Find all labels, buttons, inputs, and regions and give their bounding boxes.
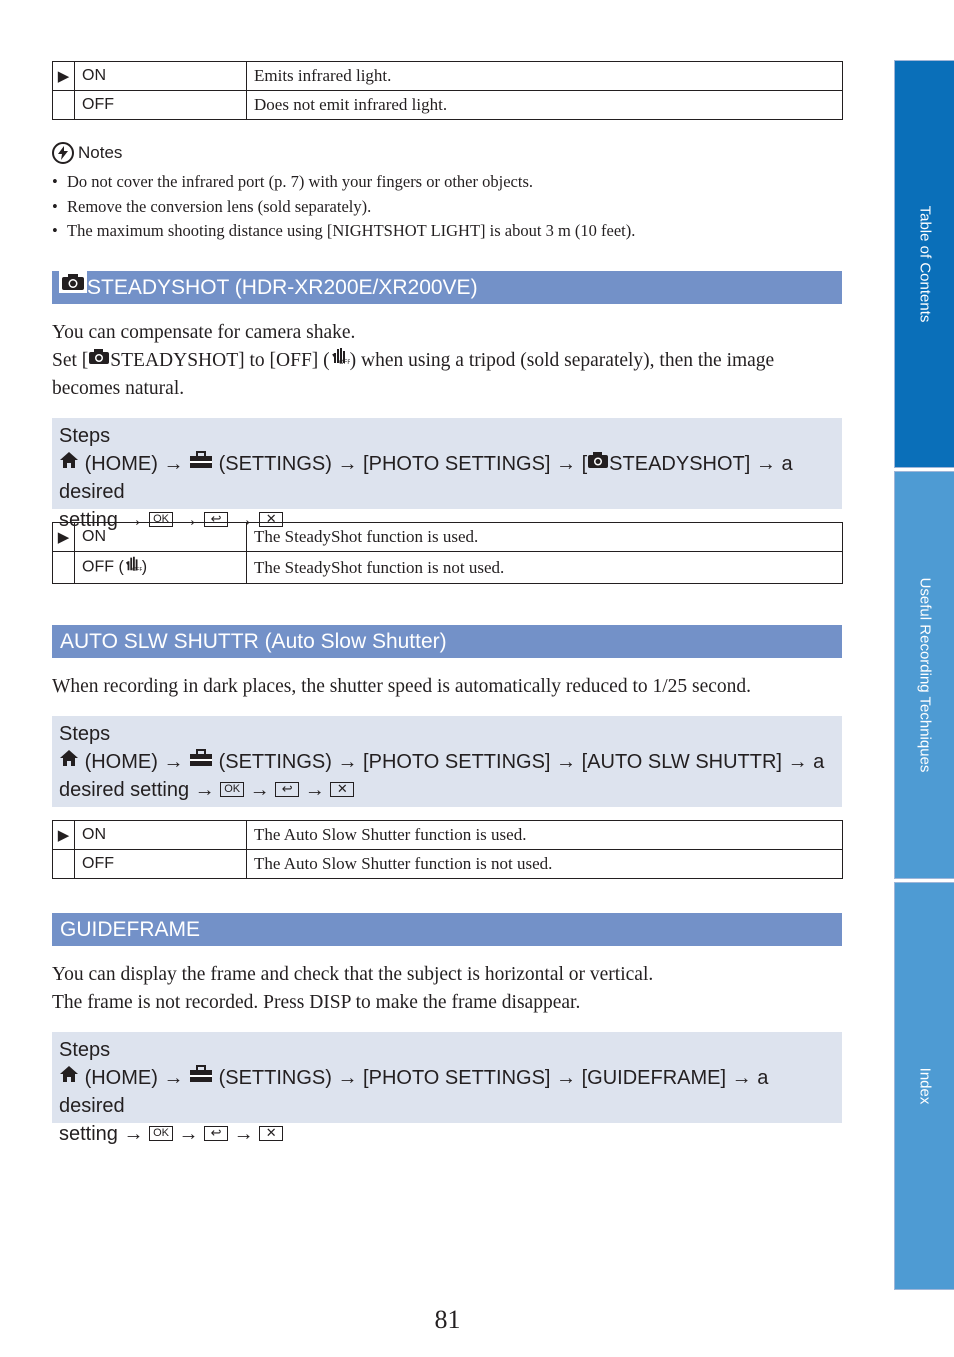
arrow-icon: →	[304, 779, 325, 801]
arrow-icon: →	[233, 1123, 254, 1145]
steps-path-cont	[59, 776, 835, 804]
arrow-icon: →	[556, 751, 577, 773]
step-text: [PHOTO SETTINGS]	[363, 1067, 551, 1089]
steps-path-cont	[59, 1120, 835, 1148]
arrow-icon: →	[556, 453, 577, 475]
list-item	[52, 219, 635, 244]
page-number: 81	[434, 1305, 461, 1334]
close-button-icon: ✕	[330, 782, 354, 797]
option-description: The SteadyShot function is not used.	[247, 552, 843, 584]
table-row	[53, 91, 843, 120]
paragraph: The frame is not recorded. Press DISP to make the frame disappear.	[52, 992, 581, 1013]
steadyshot-off-icon	[124, 554, 142, 577]
notes-heading	[52, 142, 122, 164]
option-description: Emits infrared light.	[247, 62, 843, 91]
step-text: (SETTINGS)	[218, 1067, 332, 1089]
option-name: ON	[75, 821, 247, 850]
camera-icon	[59, 270, 87, 303]
step-text: setting	[59, 1123, 118, 1145]
arrow-icon: →	[123, 509, 144, 531]
step-text: [AUTO SLW SHUTTR]	[581, 751, 782, 773]
note-text: Remove the conversion lens (sold separately).	[67, 196, 372, 216]
toolbox-icon	[189, 747, 213, 775]
notes-title: Notes	[78, 143, 123, 162]
arrow-icon: →	[178, 509, 199, 531]
return-button-icon: ↩	[275, 782, 299, 797]
option-name: ON	[75, 62, 247, 91]
bullet-icon: •	[52, 172, 58, 191]
step-text: [PHOTO SETTINGS]	[363, 751, 551, 773]
table-row	[53, 62, 843, 91]
step-text: a desired	[59, 453, 793, 503]
steps-label: Steps	[59, 723, 111, 745]
step-text: [GUIDEFRAME]	[581, 1067, 727, 1089]
steps-path	[59, 1064, 835, 1120]
step-text: a desired	[59, 1067, 769, 1117]
arrow-icon: →	[556, 1067, 577, 1089]
section-header-auto-slow-shutter	[52, 625, 842, 658]
steps-box-guideframe	[52, 1032, 842, 1145]
selected-marker: ▶	[53, 821, 75, 850]
text: ) when using a tripod (sold separately), then the image	[349, 350, 775, 371]
steps-box-steadyshot	[52, 418, 842, 531]
note-text: Do not cover the infrared port (p. 7) with your fingers or other objects.	[67, 172, 533, 191]
steadyshot-description	[52, 319, 842, 403]
option-text: )	[141, 558, 148, 576]
guideframe-description	[52, 961, 842, 1017]
tab-useful-recording-techniques[interactable]	[894, 471, 954, 879]
option-description: The Auto Slow Shutter function is used.	[247, 821, 843, 850]
table-row	[53, 821, 843, 850]
step-text: (SETTINGS)	[218, 751, 332, 773]
selected-marker	[53, 552, 75, 584]
arrow-icon: →	[731, 1067, 752, 1089]
arrow-icon: →	[163, 751, 184, 773]
camera-icon	[88, 346, 110, 374]
option-description: The SteadyShot function is used.	[247, 523, 843, 552]
tab-table-of-contents[interactable]	[894, 60, 954, 468]
camera-icon	[587, 449, 609, 477]
notes-icon	[52, 142, 74, 164]
steps-label: Steps	[59, 425, 111, 447]
svg-text:OFF: OFF	[338, 360, 350, 366]
arrow-icon: →	[787, 751, 808, 773]
ok-button-icon: OK	[149, 1126, 173, 1141]
paragraph: You can display the frame and check that the subject is horizontal or vertical.	[52, 964, 654, 985]
arrow-icon: →	[163, 1067, 184, 1089]
table-row	[53, 523, 843, 552]
bullet-icon: •	[52, 196, 58, 216]
svg-text:OFF: OFF	[131, 567, 142, 572]
return-button-icon: ↩	[204, 512, 228, 527]
text: STEADYSHOT] to [OFF] (	[110, 350, 330, 371]
infrared-options-table	[52, 61, 843, 120]
steps-box-auto-slow	[52, 716, 842, 807]
step-text: STEADYSHOT]	[609, 453, 751, 475]
step-text: (HOME)	[84, 751, 158, 773]
step-text: (HOME)	[84, 453, 158, 475]
arrow-icon: →	[337, 1067, 358, 1089]
ok-button-icon: OK	[220, 782, 244, 797]
section-header-steadyshot	[52, 271, 842, 304]
step-text: setting	[59, 509, 118, 531]
step-text: (HOME)	[84, 1067, 158, 1089]
toolbox-icon	[189, 449, 213, 477]
option-name	[75, 552, 247, 584]
arrow-icon: →	[337, 453, 358, 475]
arrow-icon: →	[194, 779, 215, 801]
text: Set [	[52, 350, 89, 371]
steadyshot-off-icon	[330, 345, 350, 374]
section-title: AUTO SLW SHUTTR (Auto Slow Shutter)	[60, 630, 447, 653]
step-text: a	[813, 751, 825, 773]
ok-button-icon: OK	[149, 512, 173, 527]
note-text: The maximum shooting distance using [NIGHTSHOT LIGHT] is about 3 m (10 feet).	[67, 221, 636, 240]
section-title: STEADYSHOT (HDR-XR200E/XR200VE)	[87, 276, 478, 299]
steadyshot-options-table	[52, 522, 843, 584]
option-description: Does not emit infrared light.	[247, 91, 843, 120]
section-title: GUIDEFRAME	[60, 918, 201, 941]
close-button-icon: ✕	[259, 512, 283, 527]
list-item	[52, 170, 635, 195]
return-button-icon: ↩	[204, 1126, 228, 1141]
arrow-icon: →	[178, 1123, 199, 1145]
tab-index[interactable]	[894, 882, 954, 1290]
paragraph: When recording in dark places, the shutter speed is automatically reduced to 1/25 second.	[52, 676, 752, 697]
arrow-icon: →	[123, 1123, 144, 1145]
option-description: The Auto Slow Shutter function is not used.	[247, 850, 843, 879]
table-row	[53, 850, 843, 879]
bullet-icon: •	[52, 221, 58, 240]
option-name: ON	[75, 523, 247, 552]
step-text: (SETTINGS)	[218, 453, 332, 475]
paragraph: becomes natural.	[52, 378, 185, 399]
tab-label: Index	[916, 1067, 933, 1105]
toolbox-icon	[189, 1063, 213, 1091]
section-header-guideframe	[52, 913, 842, 946]
notes-list	[52, 170, 635, 244]
steps-path	[59, 748, 835, 776]
home-icon	[59, 747, 79, 775]
list-item	[52, 195, 635, 220]
side-navigation	[894, 60, 954, 1290]
selected-marker	[53, 850, 75, 879]
arrow-icon: →	[163, 453, 184, 475]
arrow-icon: →	[233, 509, 254, 531]
option-name: OFF	[75, 850, 247, 879]
steps-label: Steps	[59, 1039, 111, 1061]
selected-marker: ▶	[53, 523, 75, 552]
steps-path	[59, 450, 835, 506]
arrow-icon: →	[249, 779, 270, 801]
selected-marker: ▶	[53, 62, 75, 91]
step-text: [PHOTO SETTINGS]	[363, 453, 551, 475]
auto-slow-description	[52, 673, 842, 701]
step-text: desired setting	[59, 779, 190, 801]
arrow-icon: →	[755, 453, 776, 475]
paragraph	[52, 347, 842, 375]
tab-label: Table of Contents	[916, 205, 933, 323]
paragraph: You can compensate for camera shake.	[52, 322, 356, 343]
selected-marker	[53, 91, 75, 120]
table-row	[53, 552, 843, 584]
arrow-icon: →	[337, 751, 358, 773]
tab-label: Useful Recording Techniques	[916, 577, 933, 773]
option-name: OFF	[75, 91, 247, 120]
close-button-icon: ✕	[259, 1126, 283, 1141]
home-icon	[59, 449, 79, 477]
home-icon	[59, 1063, 79, 1091]
option-text: OFF (	[82, 558, 124, 576]
step-text: [	[581, 453, 588, 475]
auto-slow-options-table	[52, 820, 843, 879]
